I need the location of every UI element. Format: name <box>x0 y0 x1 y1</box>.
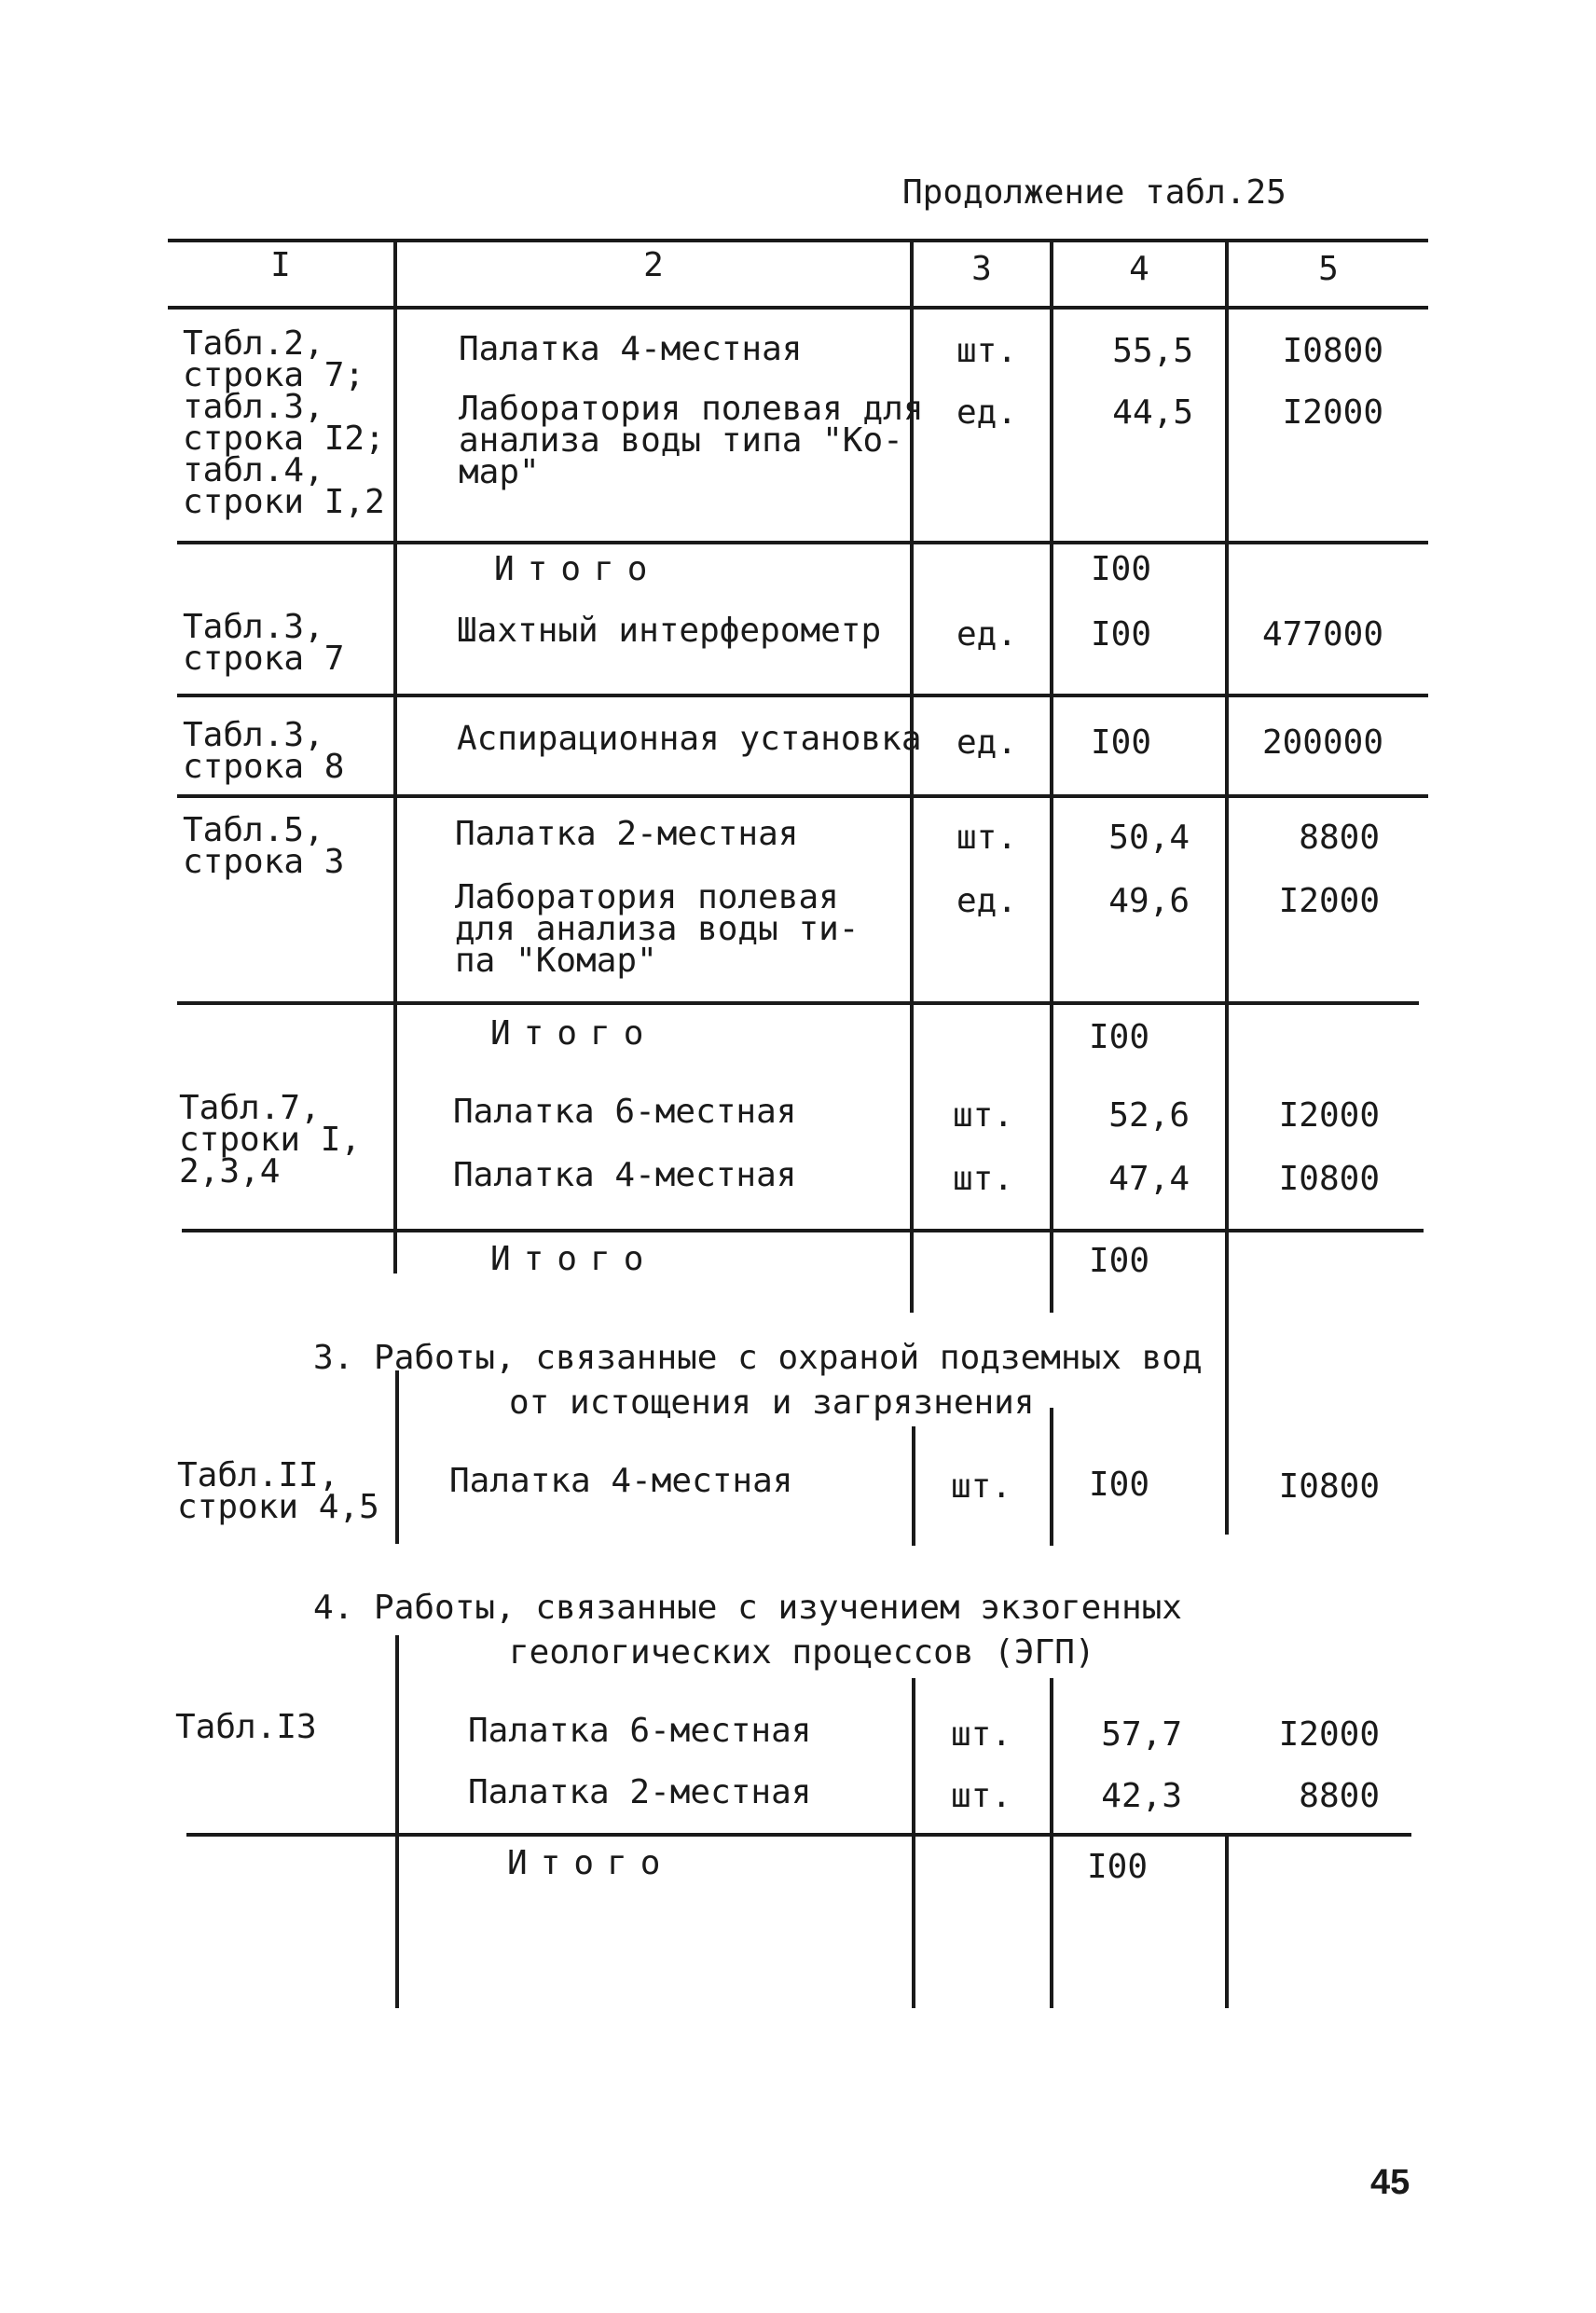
item-pct: 55,5 <box>1112 332 1193 370</box>
item-name: Аспирационная установка <box>457 720 922 758</box>
row-divider <box>177 694 1428 697</box>
item-price: I2000 <box>1278 1715 1380 1754</box>
total-pct: I00 <box>1089 1018 1150 1056</box>
section-title: от истощения и загрязнения <box>509 1384 1035 1422</box>
item-name: Лаборатория полевая для анализа воды ти- па "Комар" <box>455 878 860 980</box>
item-price: 8800 <box>1299 819 1380 857</box>
section-title: 3. Работы, связанные с охраной подземных вод <box>313 1339 1203 1377</box>
item-unit: ед. <box>956 615 1018 654</box>
item-unit: шт. <box>953 1096 1014 1135</box>
item-unit: ед. <box>956 723 1018 762</box>
total-label: Итого <box>507 1844 674 1882</box>
item-pct: 57,7 <box>1101 1715 1182 1754</box>
row-ref: Табл.3, строка 7 <box>183 608 345 678</box>
item-unit: шт. <box>951 1715 1012 1754</box>
section-title: 4. Работы, связанные с изучением экзогенных <box>313 1589 1182 1627</box>
header-col-1: I <box>270 246 291 284</box>
col-divider-3-4 <box>1050 1408 1053 1546</box>
item-price: 477000 <box>1261 615 1383 654</box>
row-ref: Табл.7, строки I, 2,3,4 <box>179 1089 362 1191</box>
item-pct: I00 <box>1091 723 1152 762</box>
item-name: Палатка 4-местная <box>449 1462 793 1500</box>
item-name: Лаборатория полевая для анализа воды типа "Ко- мар" <box>459 390 924 491</box>
item-pct: 47,4 <box>1108 1160 1190 1198</box>
item-unit: шт. <box>953 1160 1014 1198</box>
item-pct: I00 <box>1089 1466 1150 1504</box>
col-divider-1-2 <box>395 1635 399 2008</box>
total-label: Итого <box>490 1014 657 1053</box>
item-pct: I00 <box>1091 615 1152 654</box>
table-caption: Продолжение табл.25 <box>902 173 1286 212</box>
item-pct: 52,6 <box>1108 1096 1190 1135</box>
row-ref: Табл.2, строка 7; табл.3, строка I2; табл.4, строки I,2 <box>183 324 385 521</box>
item-pct: 50,4 <box>1108 819 1190 857</box>
col-divider-2-3 <box>912 1678 915 2008</box>
item-price: I0800 <box>1278 1467 1380 1506</box>
header-col-3: 3 <box>971 250 992 288</box>
row-ref: Табл.3, строка 8 <box>183 716 345 786</box>
item-name: Палатка 2-местная <box>455 815 799 853</box>
item-unit: ед. <box>956 393 1018 432</box>
total-label: Итого <box>494 550 661 588</box>
item-name: Шахтный интерферометр <box>457 612 882 650</box>
item-unit: шт. <box>951 1467 1012 1506</box>
row-ref: Табл.5, строка 3 <box>183 811 345 881</box>
item-price: I2000 <box>1282 393 1383 432</box>
item-name: Палатка 6-местная <box>453 1093 797 1131</box>
col-divider-1-2 <box>395 1370 399 1544</box>
item-name: Палатка 6-местная <box>468 1712 812 1750</box>
total-pct: I00 <box>1089 1242 1150 1280</box>
col-divider-4-5 <box>1225 1833 1229 2008</box>
item-unit: шт. <box>956 819 1018 857</box>
total-pct: I00 <box>1087 1848 1149 1886</box>
row-ref: Табл.I3 <box>175 1708 317 1746</box>
table-top-border <box>168 239 1428 242</box>
row-divider <box>182 1229 1424 1232</box>
total-label: Итого <box>490 1240 657 1278</box>
item-unit: шт. <box>956 332 1018 370</box>
item-price: I2000 <box>1278 1096 1380 1135</box>
header-bottom-border <box>168 306 1428 310</box>
row-divider <box>177 794 1428 798</box>
item-name: Палатка 4-местная <box>453 1156 797 1194</box>
page-number: 45 <box>1370 2163 1410 2202</box>
item-name: Палатка 2-местная <box>468 1773 812 1811</box>
header-col-4: 4 <box>1129 250 1149 288</box>
item-price: I2000 <box>1278 882 1380 920</box>
item-price: I0800 <box>1278 1160 1380 1198</box>
item-pct: 44,5 <box>1112 393 1193 432</box>
header-col-5: 5 <box>1318 250 1339 288</box>
item-price: 8800 <box>1299 1777 1380 1815</box>
header-col-2: 2 <box>643 246 664 284</box>
row-divider <box>177 541 1428 544</box>
row-ref: Табл.II, строки 4,5 <box>177 1456 379 1526</box>
item-pct: 49,6 <box>1108 882 1190 920</box>
item-unit: шт. <box>951 1777 1012 1815</box>
total-pct: I00 <box>1091 550 1152 588</box>
col-divider-2-3 <box>912 1426 915 1546</box>
item-name: Палатка 4-местная <box>459 330 803 368</box>
item-pct: 42,3 <box>1101 1777 1182 1815</box>
item-price: I0800 <box>1282 332 1383 370</box>
section-title: геологических процессов (ЭГП) <box>509 1633 1095 1672</box>
col-divider-1-2 <box>393 239 397 1274</box>
item-unit: ед. <box>956 882 1018 920</box>
row-divider <box>177 1001 1419 1005</box>
item-price: 200000 <box>1261 723 1383 762</box>
